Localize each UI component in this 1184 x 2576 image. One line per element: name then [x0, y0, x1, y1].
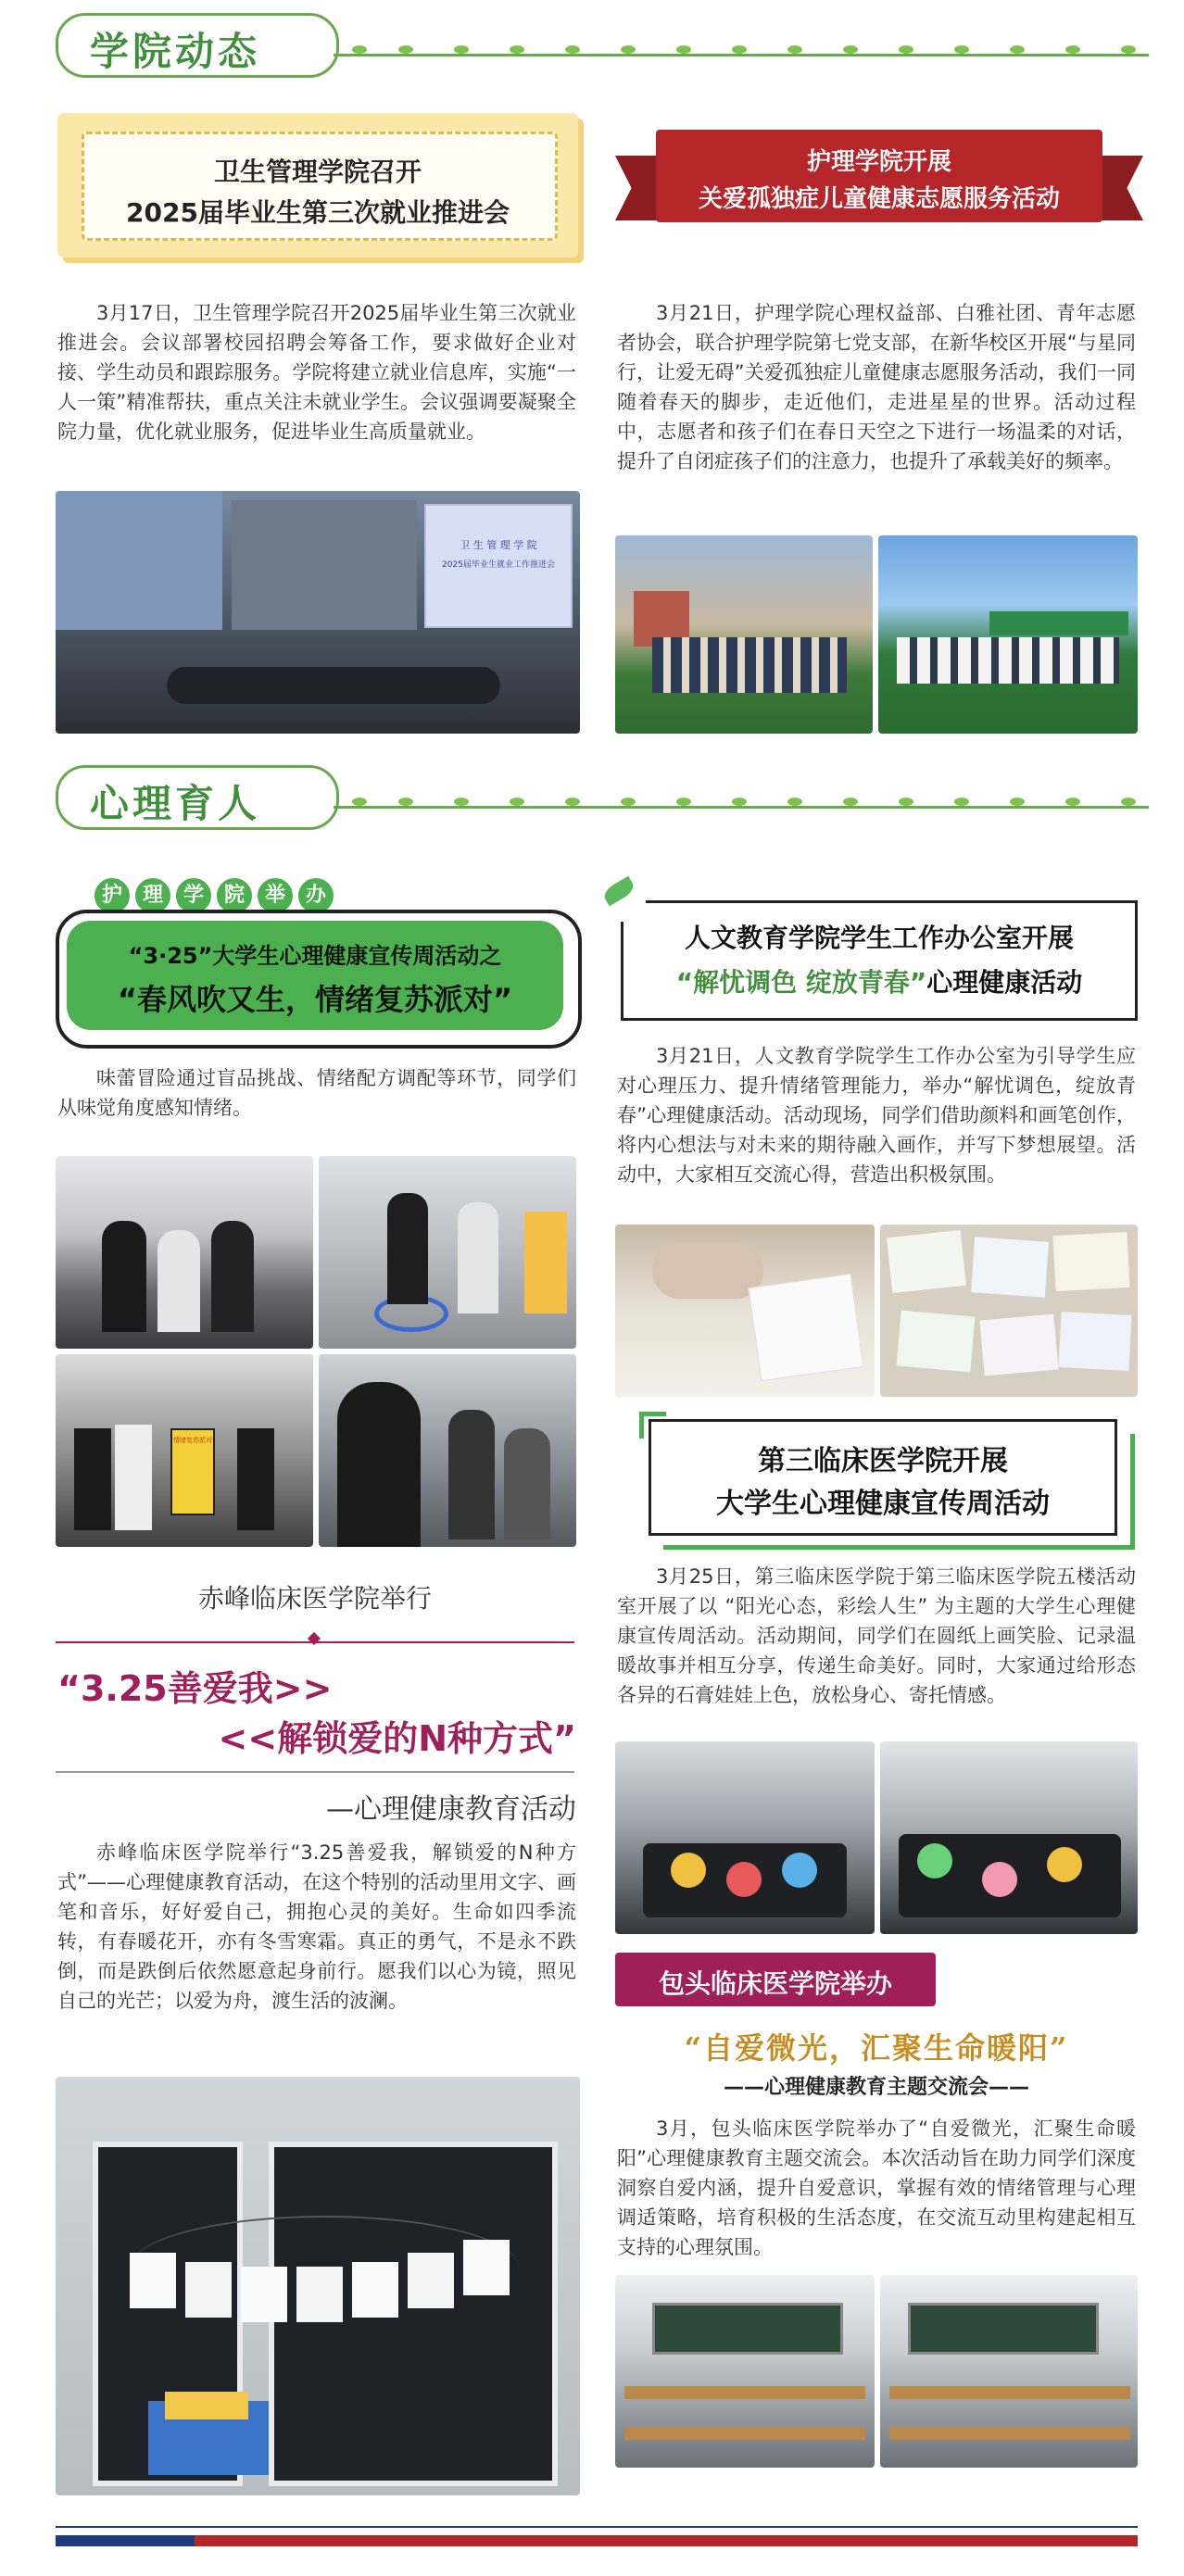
- article2-photo-right: [878, 535, 1138, 734]
- screen-text-line1: 卫 生 管 理 学 院: [460, 539, 537, 551]
- article4-photo-right: [880, 1225, 1138, 1397]
- footer-divider-thin: [56, 2526, 1138, 2528]
- article2-body: 3月21日，护理学院心理权益部、白雅社团、青年志愿者协会，联合护理学院第七党支部，在新华校区开展“与星同行，让爱无碍”关爱孤独症儿童健康志愿服务活动，我们一同随着春天的脚步，走近他们，走进星星的世界。活动过程中，志愿者和孩子们在春日天空之下进行一场温柔的对话，提升了自闭症孩子们的注意力，也提升了承载美好的频率。: [617, 302, 1136, 472]
- badge-char: 护: [93, 876, 132, 915]
- article5-title-line1: 第三临床医学院开展: [758, 1445, 1008, 1477]
- article1-title-line1: 卫生管理学院召开: [213, 157, 422, 187]
- article2-title-line2: 关爱孤独症儿童健康志愿服务活动: [698, 185, 1060, 213]
- article6-title-line2: <<解锁爱的N种方式”: [218, 1718, 576, 1759]
- badge-char: 举: [256, 876, 295, 915]
- section-title-college-news: [56, 13, 339, 78]
- article2-title-line1: 护理学院开展: [806, 148, 951, 176]
- article7-photo-right: [880, 2275, 1138, 2468]
- article3-body: 味蕾冒险通过盲品挑战、情绪配方调配等环节，同学们从味觉角度感知情绪。: [57, 1067, 576, 1119]
- poster-text: 情绪复苏派对: [173, 1437, 212, 1444]
- article1-meeting-photo: [56, 491, 580, 734]
- article1-title-line2: 2025届毕业生第三次就业推进会: [126, 197, 510, 228]
- decorative-vine: [334, 806, 1149, 833]
- article7-title-line3: ——心理健康教育主题交流会——: [723, 2076, 1029, 2099]
- article5-body: 3月25日，第三临床医学院于第三临床医学院五楼活动室开展了以 “阳光心态，彩绘人生” 为主题的大学生心理健康宣传周活动。活动期间，同学们在圆纸上画笑脸、记录温暖故事并相互分享，传递生命美好。同时，大家通过给形态各异的石膏娃娃上色，放松身心、寄托情感。: [617, 1565, 1136, 1706]
- article4-title-line1: 人文教育学院学生工作办公室开展: [684, 923, 1074, 953]
- article4-title-quote: “解忧调色 绽放青春”: [675, 967, 927, 998]
- section-title-text: 学院动态: [90, 29, 261, 74]
- projection-screen: [424, 504, 573, 628]
- article7-body: 3月，包头临床医学院举办了“自爱微光，汇聚生命暖阳”心理健康教育主题交流会。本次活动旨在助力同学们深度洞察自爱内涵，提升自爱意识，掌握有效的情绪管理与心理调适策略，培育积极的生活态度，在交流互动里构建起相互支持的心理氛围。: [617, 2117, 1136, 2258]
- article6-photo: [56, 2077, 580, 2495]
- article3-photo-4: [319, 1354, 576, 1547]
- article3-title-frame: [56, 910, 582, 1049]
- article4-body: 3月21日，人文教育学院学生工作办公室为引导学生应对心理压力、提升情绪管理能力，举办“解忧调色，绽放青春”心理健康活动。活动现场，同学们借助颜料和画笔创作，将内心想法与对未来的期待融入画作，并写下梦想展望。活动中，大家相互交流心得，营造出积极氛围。: [617, 1045, 1136, 1186]
- badge-char: 理: [133, 876, 172, 915]
- section-title-text: 心理育人: [90, 781, 261, 826]
- article6-body: 赤峰临床医学院举行“3.25善爱我，解锁爱的N种方式”——心理健康教育活动，在这个特别的活动里用文字、画笔和音乐，好好爱自己，拥抱心灵的美好。生命如四季流转，有春暖花开，亦有冬雪寒霜。真正的勇气，不是永不跌倒，而是跌倒后依然愿意起身前行。愿我们以心为镜，照见自己的光芒；以爱为舟，渡生活的波澜。: [57, 1841, 576, 2012]
- article4-title-rest: 心理健康活动: [926, 967, 1083, 998]
- article3-photo-1: [56, 1156, 313, 1349]
- article4-photo-left: [615, 1225, 875, 1397]
- article3-photo-2: [319, 1156, 576, 1349]
- article1-body: 3月17日，卫生管理学院召开2025届毕业生第三次就业推进会。会议部署校园招聘会筹备工作，要求做好企业对接、学生动员和跟踪服务。学院将建立就业信息库，实施“一人一策”精准帮扶，重点关注未就业学生。会议强调要凝聚全院力量，优化就业服务，促进毕业生高质量就业。: [57, 302, 576, 443]
- article7-title-line2: “自爱微光，汇聚生命暖阳”: [684, 2030, 1069, 2066]
- article3-title-line2: “春风吹又生，情绪复苏派对”: [117, 982, 513, 1017]
- decorative-vine: [334, 54, 1149, 81]
- section-title-psych-education: [56, 765, 339, 830]
- badge-char: 办: [296, 876, 335, 915]
- footer-bar-navy: [56, 2535, 195, 2546]
- screen-text-line2: 2025届毕业生就业工作推进会: [442, 560, 555, 570]
- article7-title-line1: 包头临床医学院举办: [658, 1968, 892, 1999]
- article7-photo-left: [615, 2275, 875, 2468]
- badge-char: 院: [215, 876, 254, 915]
- article5-title-frame: [649, 1419, 1130, 1549]
- article5-photo-right: [880, 1741, 1138, 1934]
- footer-bar-red: [195, 2535, 1138, 2546]
- article5-photo-left: [615, 1741, 875, 1934]
- article6-subtitle: 赤峰临床医学院举行: [197, 1583, 432, 1614]
- article2-ribbon-banner: [615, 130, 1143, 232]
- article2-photo-left: [615, 535, 873, 734]
- article6-title-line1: “3.25善爱我>>: [57, 1668, 333, 1709]
- article3-photo-3: [56, 1354, 313, 1547]
- article7-title-banner: [615, 1953, 936, 2006]
- article5-title-line2: 大学生心理健康宣传周活动: [716, 1488, 1050, 1520]
- divider: [56, 1771, 574, 1773]
- article6-title-line3: —心理健康教育活动: [326, 1793, 576, 1826]
- article1-title-card: [57, 113, 578, 258]
- article3-title-line1: “3·25”大学生心理健康宣传周活动之: [128, 943, 502, 969]
- article4-title-frame: [621, 900, 1138, 1021]
- badge-char: 学: [174, 876, 213, 915]
